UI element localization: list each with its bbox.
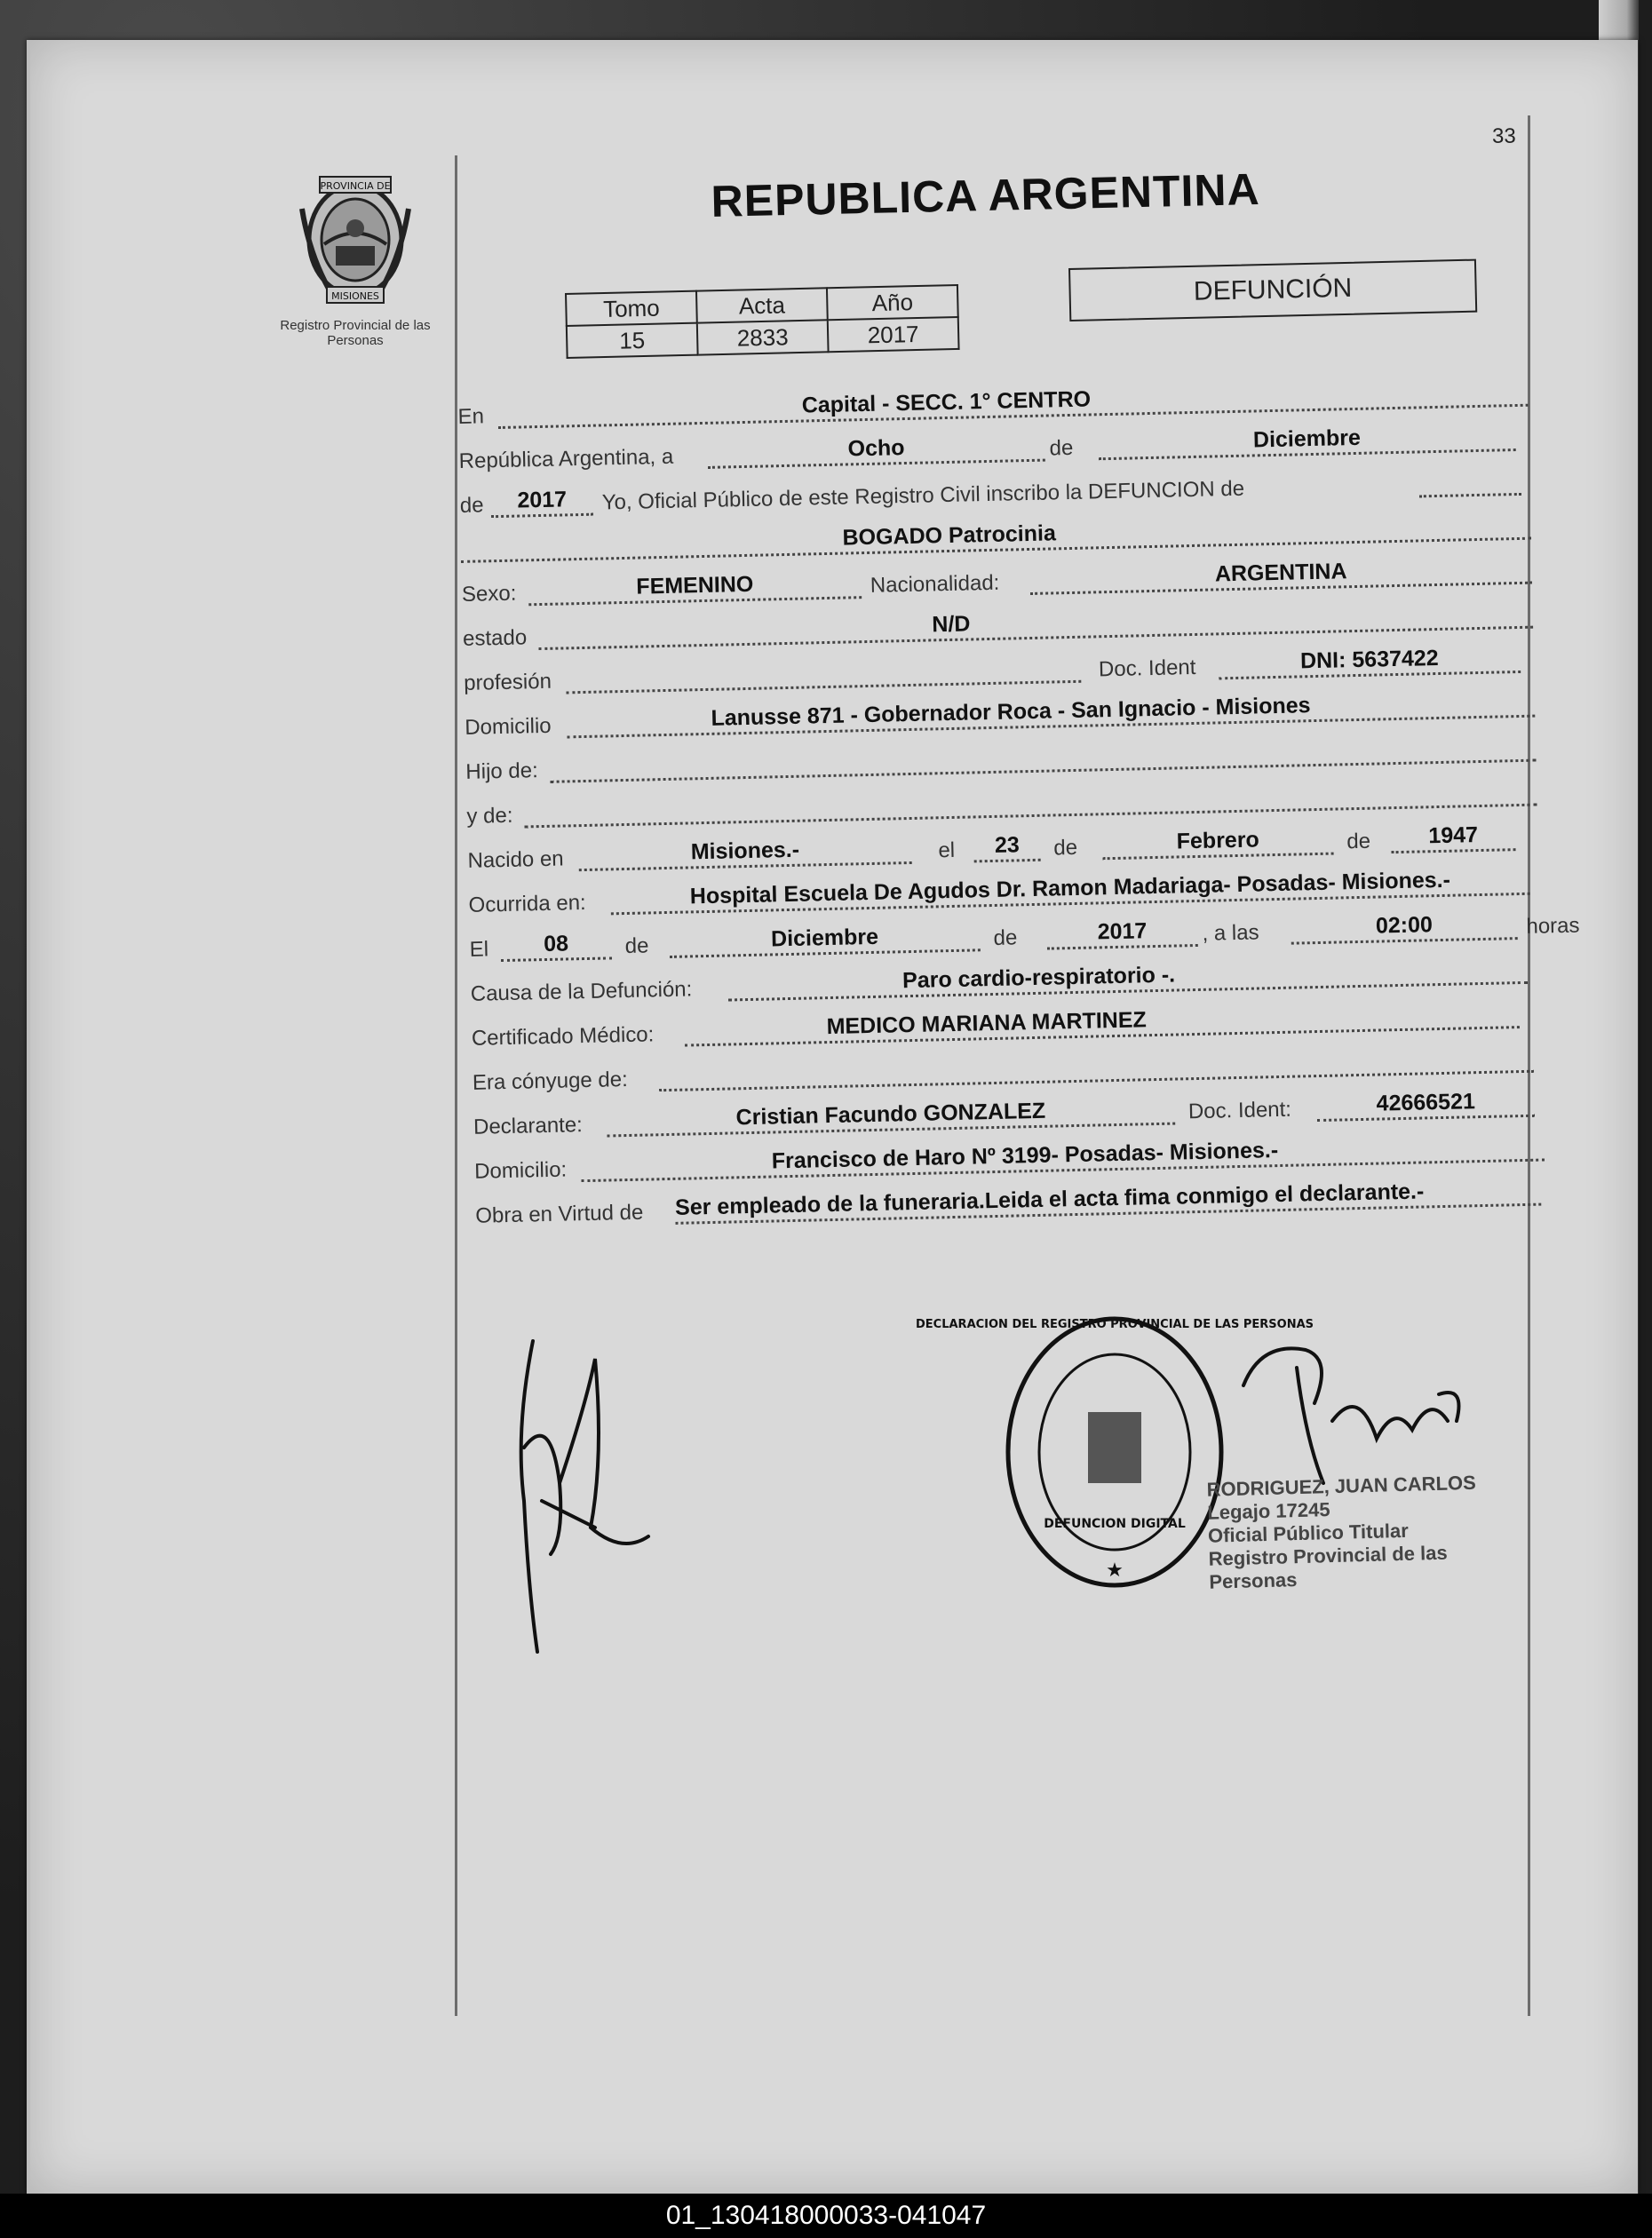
declarant-address-value: Francisco de Haro Nº 3199- Posadas- Misiones.- [771, 1138, 1279, 1174]
footer-id: 01_130418000033-041047 [0, 2194, 1652, 2238]
de-label-1: de [1049, 435, 1074, 461]
tomo-header: Tomo [566, 291, 697, 326]
el-label-2: El [469, 937, 489, 962]
ocurrida-label: Ocurrida en: [468, 890, 586, 917]
el-label-1: el [938, 837, 956, 863]
yde-label: y de: [466, 803, 513, 829]
seal-ring-text: DECLARACION DEL REGISTRO PROVINCIAL DE LAS PERSONAS [916, 1318, 1314, 1331]
cause-value: Paro cardio-respiratorio -. [901, 962, 1176, 994]
page-title: REPUBLICA ARGENTINA [711, 163, 1261, 226]
declarant-value: Cristian Facundo GONZALEZ [735, 1098, 1046, 1131]
de-label-4: de [1346, 829, 1371, 854]
birth-year-value: 1947 [1428, 822, 1479, 849]
declarante-label: Declarante: [473, 1113, 584, 1139]
officer-stamp [1206, 1470, 1529, 1593]
certificate-value: MEDICO MARIANA MARTINEZ [826, 1007, 1148, 1040]
sexo-label: Sexo: [461, 581, 517, 607]
emblem-top-text: PROVINCIA DE [320, 180, 391, 192]
place-value: Capital - SECC. 1° CENTRO [801, 386, 1092, 418]
de-label-2: de [459, 493, 484, 518]
logo-caption: Registro Provincial de las Personas [280, 318, 431, 348]
de-label-5: de [624, 933, 649, 959]
nacionalidad-label: Nacionalidad: [870, 570, 1000, 598]
reason-value: Ser empleado de la funeraria.Leida el acta fima conmigo el declarante.- [674, 1179, 1425, 1220]
officer-name: RODRIGUEZ, JUAN CARLOS [1206, 1471, 1477, 1501]
anio-header: Año [827, 285, 958, 320]
tomo-value: 15 [567, 323, 698, 358]
doc-ident-value: DNI: 5637422 [1299, 645, 1439, 674]
deceased-name: BOGADO Patrocinia [842, 520, 1057, 551]
birthplace-value: Misiones.- [690, 837, 800, 865]
de-label-6: de [993, 925, 1018, 950]
nacido-label: Nacido en [467, 846, 564, 873]
nationality-value: ARGENTINA [1214, 559, 1347, 587]
certificado-label: Certificado Médico: [471, 1022, 655, 1051]
death-year-value: 2017 [1097, 918, 1148, 945]
profession-line [566, 648, 1082, 694]
de-label-3: de [1053, 835, 1078, 861]
obra-label: Obra en Virtud de [474, 1200, 644, 1228]
act-type-box: DEFUNCIÓN [1068, 259, 1477, 321]
republica-label: República Argentina, a [458, 444, 674, 473]
horas-label: horas [1526, 913, 1580, 939]
anio-value: 2017 [828, 317, 959, 352]
page-number: 33 [1492, 124, 1516, 148]
declarant-doc-value: 42666521 [1376, 1089, 1476, 1116]
left-margin-line [455, 155, 457, 2016]
hijo-label: Hijo de: [465, 758, 539, 784]
provincial-emblem-icon [293, 173, 417, 306]
domicilio-label-2: Domicilio: [473, 1157, 568, 1184]
sex-value: FEMENINO [636, 571, 754, 599]
inscription-line [1418, 461, 1521, 497]
inscription-text: Yo, Oficial Público de este Registro Civil inscribo la DEFUNCION de [601, 476, 1245, 515]
officer-office: Registro Provincial de las Personas [1208, 1541, 1448, 1593]
conyuge-label: Era cónyuge de: [472, 1067, 629, 1095]
year-value: 2017 [517, 487, 568, 513]
occurred-value: Hospital Escuela De Agudos Dr. Ramon Madariaga- Posadas- Misiones.- [689, 867, 1451, 909]
profesion-label: profesión [463, 669, 552, 695]
doc-ident-label-2: Doc. Ident: [1187, 1097, 1292, 1124]
acta-value: 2833 [697, 320, 829, 354]
death-day-value: 08 [543, 931, 569, 957]
causa-label: Causa de la Defunción: [470, 977, 693, 1006]
domicilio-label: Domicilio [464, 713, 552, 740]
birth-day-value: 23 [994, 832, 1021, 858]
officer-signature [1226, 1332, 1492, 1492]
status-value: N/D [932, 611, 971, 638]
doc-ident-label: Doc. Ident [1098, 655, 1196, 682]
birth-month-value: Febrero [1176, 827, 1260, 854]
alas-label: , a las [1202, 920, 1259, 946]
reference-table [565, 284, 960, 359]
officer-role: Oficial Público Titular [1207, 1519, 1410, 1547]
day-value: Ocho [847, 435, 905, 462]
estado-label: estado [462, 625, 528, 651]
month-value: Diciembre [1252, 425, 1362, 453]
seal-inner-text: DEFUNCION DIGITAL [1044, 1517, 1186, 1531]
death-record-form [457, 368, 1580, 1234]
acta-header: Acta [696, 288, 828, 322]
death-month-value: Diciembre [770, 924, 879, 952]
officer-legajo: Legajo 17245 [1207, 1498, 1330, 1524]
declarant-signature [497, 1323, 675, 1678]
en-label: En [457, 404, 485, 429]
svg-text:★: ★ [1106, 1559, 1124, 1581]
hour-value: 02:00 [1375, 912, 1434, 939]
address-value: Lanusse 871 - Gobernador Roca - San Ignacio - Misiones [711, 693, 1311, 731]
emblem-bottom-text: MISIONES [331, 290, 379, 302]
